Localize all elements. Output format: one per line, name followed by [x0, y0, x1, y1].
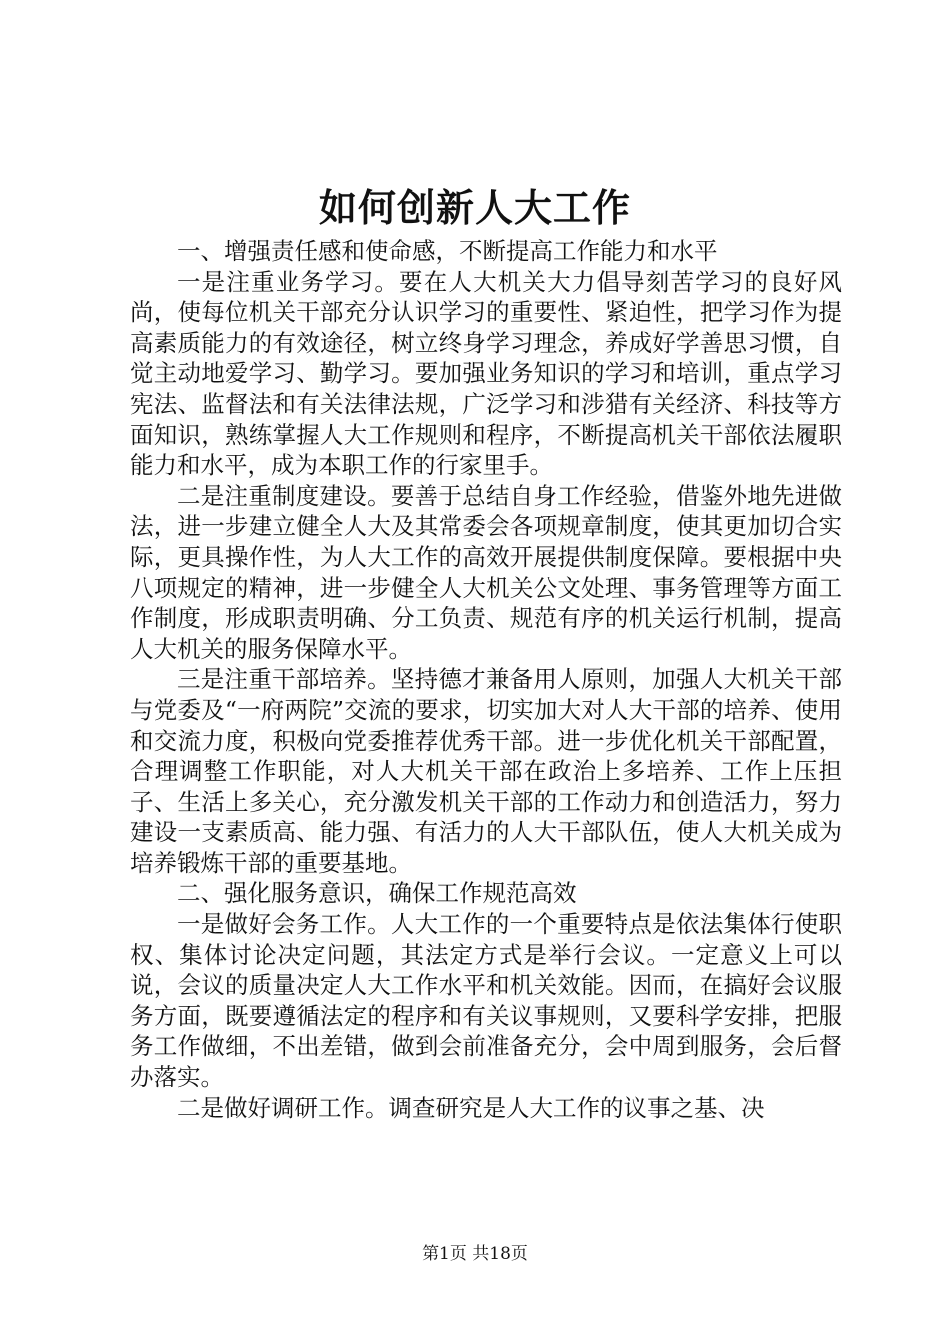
paragraph: 二是做好调研工作。调查研究是人大工作的议事之基、决: [177, 1093, 765, 1122]
paragraph: 三是注重干部培养。坚持德才兼备用人原则，加强人大机关干部与党委及“一府两院”交流的要求，切实加大对人大干部的培养、使用和交流力度，积极向党委推荐优秀干部。进一步优化机关干部配置，合理调整工作职能，对人大机关干部在政治上多培养、工作上压担子、生活上多关心，充分激发机关干部的工作动力和创造活力，努力建设一支素质高、能力强、有活力的人大干部队伍，使人大机关成为培养锻炼干部的重要基地。: [130, 665, 842, 877]
paragraph: 一是注重业务学习。要在人大机关大力倡导刻苦学习的良好风尚，使每位机关干部充分认识学习的重要性、紧迫性，把学习作为提高素质能力的有效途径，树立终身学习理念，养成好学善思习惯，自觉主动地爱学习、勤学习。要加强业务知识的学习和培训，重点学习宪法、监督法和有关法律法规，广泛学习和涉猎有关经济、科技等方面知识，熟练掌握人大工作规则和程序，不断提高机关干部依法履职能力和水平，成为本职工作的行家里手。: [130, 267, 842, 480]
paragraph: 二是注重制度建设。要善于总结自身工作经验，借鉴外地先进做法，进一步建立健全人大及其常委会各项规章制度，使其更加切合实际，更具操作性，为人大工作的高效开展提供制度保障。要根据中央八项规定的精神，进一步健全人大机关公文处理、事务管理等方面工作制度，形成职责明确、分工负责、规范有序的机关运行机制，提高人大机关的服务保障水平。: [130, 481, 842, 663]
paragraph: 一是做好会务工作。人大工作的一个重要特点是依法集体行使职权、集体讨论决定问题，其法定方式是举行会议。一定意义上可以说，会议的质量决定人大工作水平和机关效能。因而，在搞好会议服务方面，既要遵循法定的程序和有关议事规则，又要科学安排，把服务工作做细，不出差错，做到会前准备充分，会中周到服务，会后督办落实。: [130, 910, 842, 1092]
document-body: [130, 236, 842, 1123]
section-heading-1: 一、增强责任感和使命感，不断提高工作能力和水平: [177, 237, 718, 265]
document-title: 如何创新人大工作: [318, 185, 631, 230]
section-heading-2: 二、强化服务意识，确保工作规范高效: [177, 879, 577, 908]
page-number-footer: 第1页 共18页: [422, 1244, 528, 1264]
